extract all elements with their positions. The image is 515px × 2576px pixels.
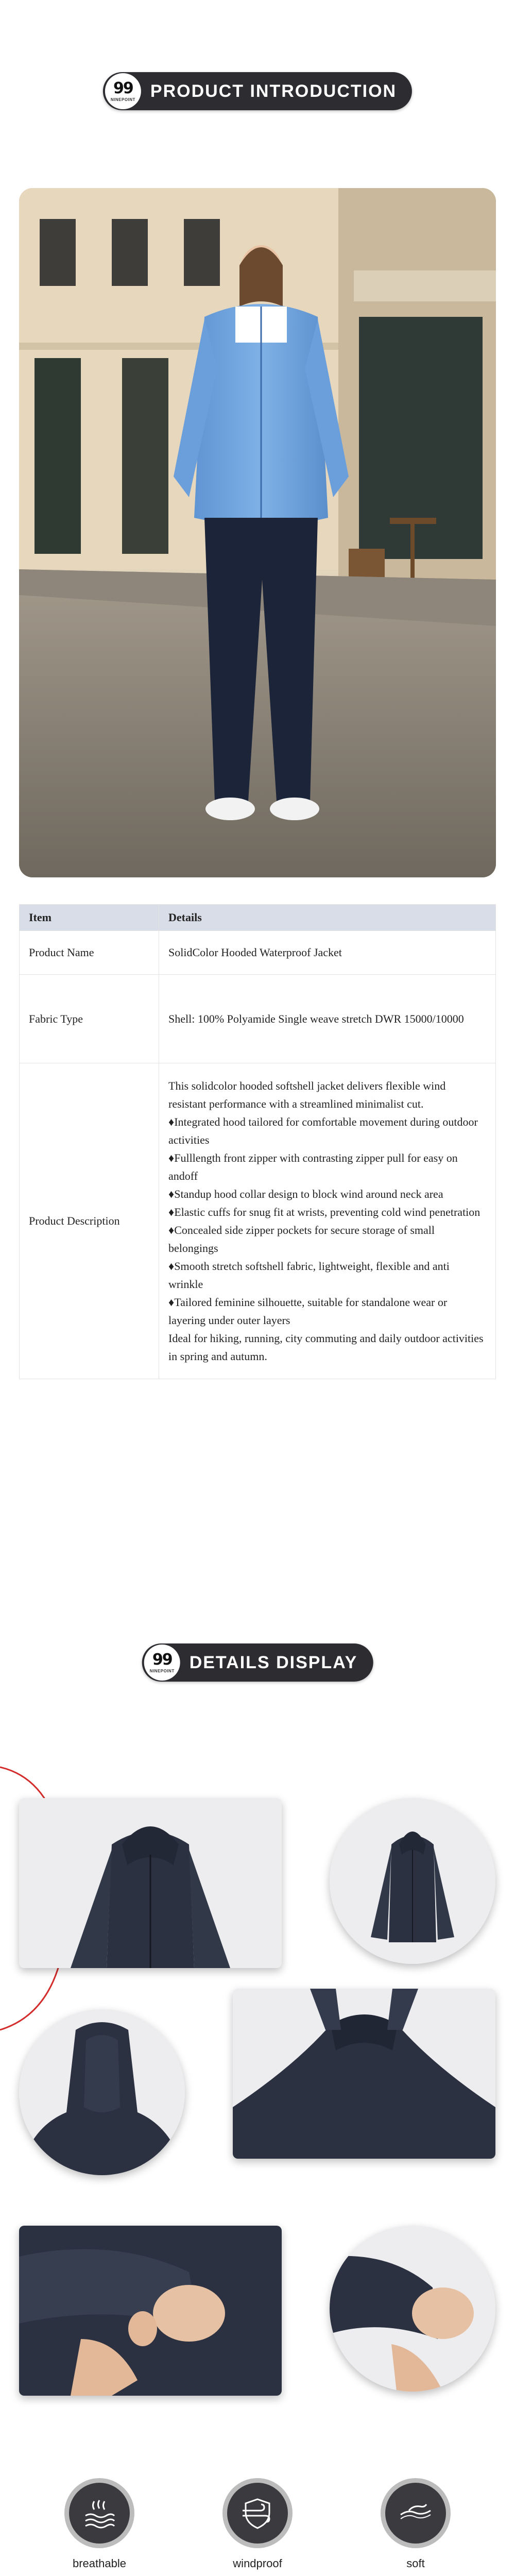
description-line: ♦Concealed side zipper pockets for secure storage of small belongings — [168, 1224, 435, 1255]
intro-title-text: PRODUCT INTRODUCTION — [150, 81, 397, 101]
spec-table-header — [20, 905, 496, 931]
description-line: ♦Standup hood collar design to block wind around neck area — [168, 1188, 443, 1200]
product-description — [159, 1063, 496, 1379]
description-line: Ideal for hiking, running, city commuting and daily outdoor activities in spring and autumn. — [168, 1332, 484, 1363]
description-line: ♦Fulllength front zipper with contrasting zipper pull for easy on andoff — [168, 1151, 458, 1182]
spec-row-label: Product Name — [20, 931, 159, 975]
brand-logo-text: NINEPOINT — [149, 1668, 175, 1673]
brand-logo — [105, 73, 141, 109]
brand-logo-text: NINEPOINT — [110, 97, 135, 102]
spec-header-details: Details — [159, 905, 496, 931]
description-line: This solidcolor hooded softshell jacket delivers flexible wind resistant performance with a streamlined minimalist cut. — [168, 1079, 446, 1110]
feature-label: breathable — [73, 2557, 126, 2570]
feature-windproof — [196, 2478, 319, 2570]
spec-row-value: Shell: 100% Polyamide Single weave stretch DWR 15000/10000 — [159, 975, 496, 1063]
description-line: ♦Smooth stretch softshell fabric, lightweight, flexible and anti wrinkle — [168, 1260, 450, 1291]
details-section-title — [142, 1643, 373, 1682]
brand-logo-number: 99 — [152, 1650, 172, 1669]
table-row — [20, 1063, 496, 1379]
detail-hood-back-photo — [19, 2009, 185, 2175]
description-line: ♦Elastic cuffs for snug fit at wrists, preventing cold wind penetration — [168, 1206, 480, 1218]
breathable-icon — [81, 2495, 117, 2531]
feature-breathable — [38, 2478, 161, 2570]
brand-logo — [144, 1645, 180, 1681]
brand-logo-number: 99 — [113, 79, 133, 97]
spec-header-item: Item — [20, 905, 159, 931]
detail-cuff-closeup-photo — [330, 2226, 495, 2392]
detail-jacket-front-photo — [19, 1798, 282, 1968]
feature-label: soft — [406, 2557, 425, 2570]
detail-collar-closeup-photo — [233, 1989, 495, 2159]
detail-jacket-full-photo — [330, 1798, 495, 1964]
feature-soft — [354, 2478, 477, 2570]
spec-row-label: Product Description — [20, 1063, 159, 1379]
windproof-icon — [239, 2495, 276, 2531]
feature-label: windproof — [233, 2557, 282, 2570]
details-title-text: DETAILS DISPLAY — [189, 1652, 358, 1672]
hero-model-photo — [19, 188, 496, 877]
description-line: ♦Tailored feminine silhouette, suitable for standalone wear or layering under outer layers — [168, 1296, 448, 1327]
intro-section-title — [103, 72, 412, 110]
soft-icon — [398, 2495, 434, 2531]
table-row — [20, 975, 496, 1063]
spec-table — [19, 904, 496, 1379]
spec-row-label: Fabric Type — [20, 975, 159, 1063]
table-row — [20, 931, 496, 975]
detail-cuff-adjust-photo — [19, 2226, 282, 2396]
spec-row-value: SolidColor Hooded Waterproof Jacket — [159, 931, 496, 975]
description-line: ♦Integrated hood tailored for comfortable movement during outdoor activities — [168, 1115, 478, 1146]
